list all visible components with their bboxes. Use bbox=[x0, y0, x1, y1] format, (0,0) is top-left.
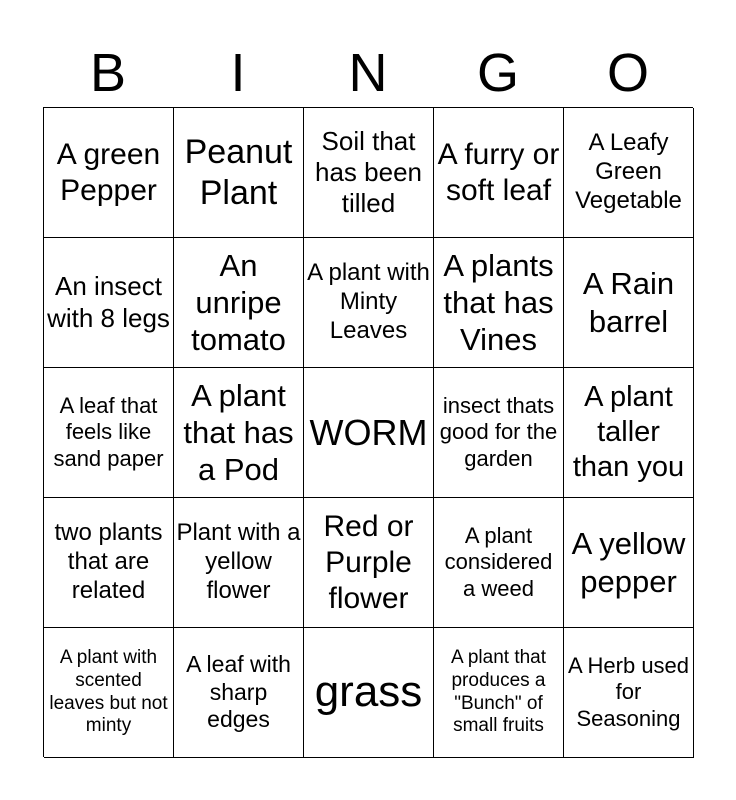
bingo-cell[interactable]: grass bbox=[304, 628, 434, 758]
bingo-cell[interactable]: An insect with 8 legs bbox=[44, 238, 174, 368]
bingo-cell[interactable]: A plant that produces a "Bunch" of small fruits bbox=[434, 628, 564, 758]
bingo-cell[interactable]: insect thats good for the garden bbox=[434, 368, 564, 498]
bingo-cell[interactable]: A Leafy Green Vegetable bbox=[564, 108, 694, 238]
bingo-cell[interactable]: A plants that has Vines bbox=[434, 238, 564, 368]
bingo-cell[interactable]: Plant with a yellow flower bbox=[174, 498, 304, 628]
bingo-cell[interactable]: two plants that are related bbox=[44, 498, 174, 628]
bingo-cell[interactable]: Peanut Plant bbox=[174, 108, 304, 238]
header-letter-g: G bbox=[476, 43, 519, 103]
bingo-cell[interactable]: A plant that has a Pod bbox=[174, 368, 304, 498]
header-letter-i: I bbox=[230, 43, 246, 103]
bingo-cell[interactable]: A green Pepper bbox=[44, 108, 174, 238]
header-letter-b: B bbox=[89, 43, 127, 103]
header-letter-n: N bbox=[348, 43, 388, 103]
bingo-header bbox=[43, 40, 693, 106]
bingo-cell[interactable]: A plant with scented leaves but not minty bbox=[44, 628, 174, 758]
bingo-cell[interactable]: WORM bbox=[304, 368, 434, 498]
bingo-cell[interactable]: Red or Purple flower bbox=[304, 498, 434, 628]
bingo-cell[interactable]: A plant considered a weed bbox=[434, 498, 564, 628]
bingo-cell[interactable]: A yellow pepper bbox=[564, 498, 694, 628]
bingo-cell[interactable]: A furry or soft leaf bbox=[434, 108, 564, 238]
bingo-cell[interactable]: A plant taller than you bbox=[564, 368, 694, 498]
bingo-cell[interactable]: A Rain barrel bbox=[564, 238, 694, 368]
bingo-cell[interactable]: A plant with Minty Leaves bbox=[304, 238, 434, 368]
bingo-cell[interactable]: A Herb used for Seasoning bbox=[564, 628, 694, 758]
header-letter-o: O bbox=[606, 43, 649, 103]
bingo-cell[interactable]: A leaf that feels like sand paper bbox=[44, 368, 174, 498]
bingo-cell[interactable]: Soil that has been tilled bbox=[304, 108, 434, 238]
bingo-cell[interactable]: A leaf with sharp edges bbox=[174, 628, 304, 758]
bingo-grid bbox=[43, 107, 693, 757]
bingo-cell[interactable]: An unripe tomato bbox=[174, 238, 304, 368]
